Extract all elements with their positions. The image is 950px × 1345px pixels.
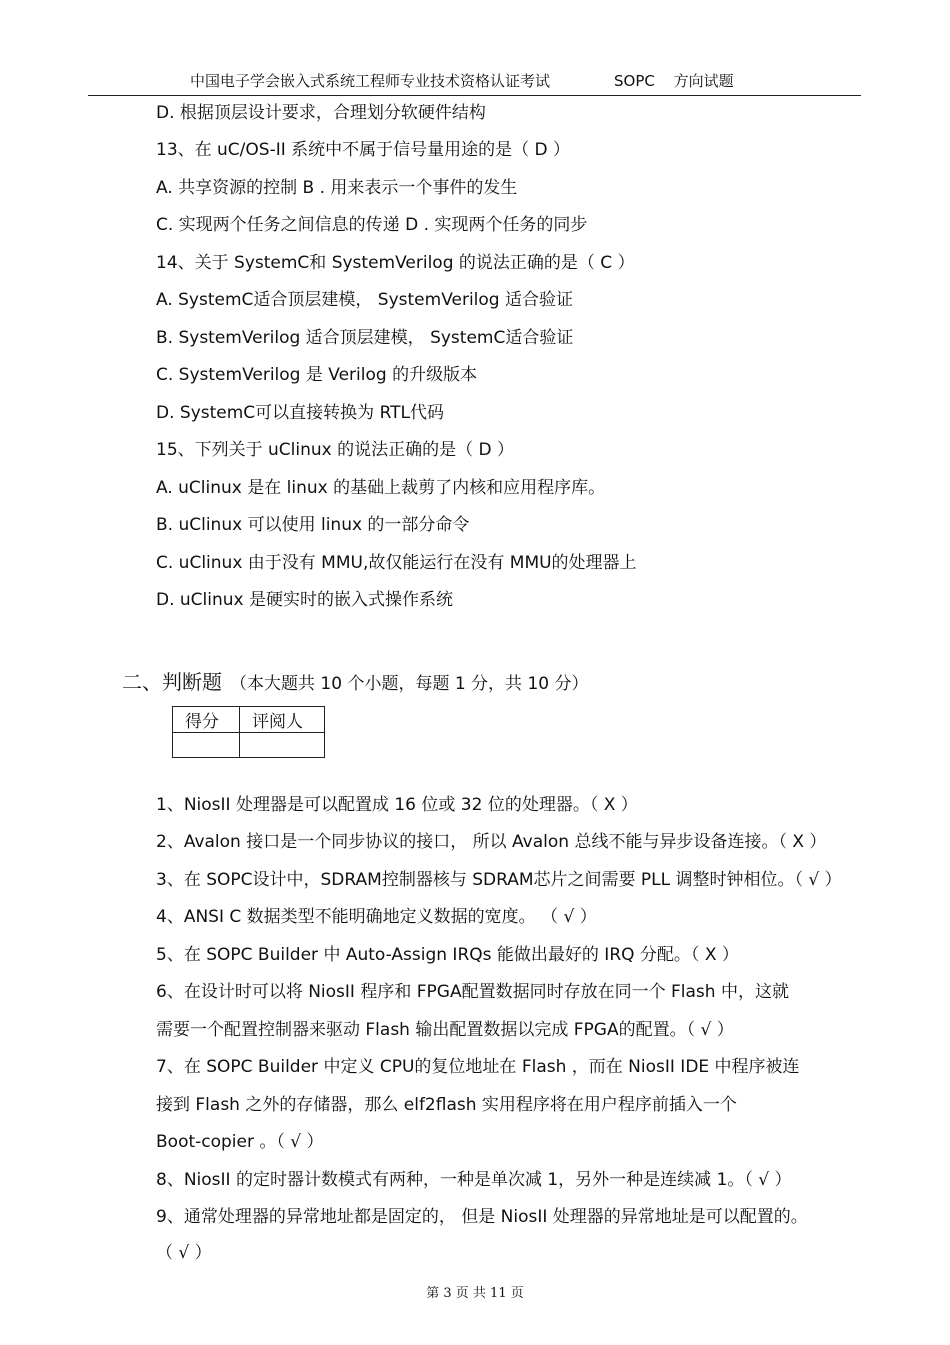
judgment-line: 6、在设计时可以将 NiosII 程序和 FPGA配置数据同时存放在同一个 Flash 中，这就: [156, 982, 789, 1002]
question-line: C. SystemVerilog 是 Verilog 的升级版本: [156, 365, 478, 385]
question-line: C. 实现两个任务之间信息的传递 D . 实现两个任务的同步: [156, 215, 588, 235]
question-line: D. SystemC可以直接转换为 RTL代码: [156, 403, 444, 423]
question-line: B. SystemVerilog 适合顶层建模， SystemC适合验证: [156, 328, 574, 348]
section-heading: 二、判断题: [122, 670, 222, 694]
score-table: [172, 706, 325, 758]
question-line: C. uClinux 由于没有 MMU,故仅能运行在没有 MMU的处理器上: [156, 553, 637, 573]
header-title: 中国电子学会嵌入式系统工程师专业技术资格认证考试: [190, 72, 551, 90]
section-title: [122, 669, 589, 697]
judgment-line: 接到 Flash 之外的存储器，那么 elf2flash 实用程序将在用户程序前插入一个: [156, 1095, 737, 1115]
page-footer: 第 3 页 共 11 页: [426, 1286, 524, 1301]
question-line: A. uClinux 是在 linux 的基础上裁剪了内核和应用程序库。: [156, 478, 606, 498]
score-cell: [173, 733, 240, 758]
question-line: 14、关于 SystemC和 SystemVerilog 的说法正确的是（ C ）: [156, 253, 635, 273]
header-subject-group: [614, 70, 748, 91]
judgment-line: Boot-copier 。（ √ ）: [156, 1132, 324, 1152]
question-line: 13、在 uC/OS-II 系统中不属于信号量用途的是（ D ）: [156, 140, 571, 160]
judgment-line: 需要一个配置控制器来驱动 Flash 输出配置数据以完成 FPGA的配置。（ √ ）: [156, 1020, 734, 1040]
grader-cell: [240, 733, 325, 758]
judgment-line: 7、在 SOPC Builder 中定义 CPU的复位地址在 Flash ，而在 NiosII IDE 中程序被连: [156, 1057, 800, 1077]
judgment-line: 3、在 SOPC设计中，SDRAM控制器核与 SDRAM芯片之间需要 PLL 调整时钟相位。（ √ ）: [156, 870, 842, 890]
question-line: A. SystemC适合顶层建模， SystemVerilog 适合验证: [156, 290, 573, 310]
score-header: 得分: [173, 707, 240, 733]
judgment-line: （ √ ）: [156, 1243, 212, 1263]
judgment-line: 9、通常处理器的异常地址都是固定的， 但是 NiosII 处理器的异常地址是可以配置的。: [156, 1207, 808, 1227]
judgment-line: 4、ANSI C 数据类型不能明确地定义数据的宽度。 （ √ ）: [156, 907, 597, 927]
section-note: （本大题共 10 个小题，每题 1 分，共 10 分）: [230, 674, 589, 694]
header-suffix: 方向试题: [673, 72, 734, 90]
page-header: [0, 66, 950, 90]
question-line: 15、下列关于 uClinux 的说法正确的是（ D ）: [156, 440, 515, 460]
question-line: A. 共享资源的控制 B . 用来表示一个事件的发生: [156, 178, 518, 198]
judgment-line: 5、在 SOPC Builder 中 Auto-Assign IRQs 能做出最好的 IRQ 分配。（ X ）: [156, 945, 739, 965]
grader-header: 评阅人: [240, 707, 325, 733]
header-rule: [88, 95, 861, 96]
question-line: D. 根据顶层设计要求，合理划分软硬件结构: [156, 103, 486, 123]
header-subject: SOPC: [614, 72, 655, 90]
question-line: B. uClinux 可以使用 linux 的一部分命令: [156, 515, 470, 535]
judgment-line: 1、NiosII 处理器是可以配置成 16 位或 32 位的处理器。（ X ）: [156, 795, 638, 815]
question-line: D. uClinux 是硬实时的嵌入式操作系统: [156, 590, 454, 610]
judgment-line: 2、Avalon 接口是一个同步协议的接口， 所以 Avalon 总线不能与异步设备连接。（ X ）: [156, 832, 827, 852]
judgment-line: 8、NiosII 的定时器计数模式有两种，一种是单次减 1，另外一种是连续减 1。（ √ ）: [156, 1170, 792, 1190]
